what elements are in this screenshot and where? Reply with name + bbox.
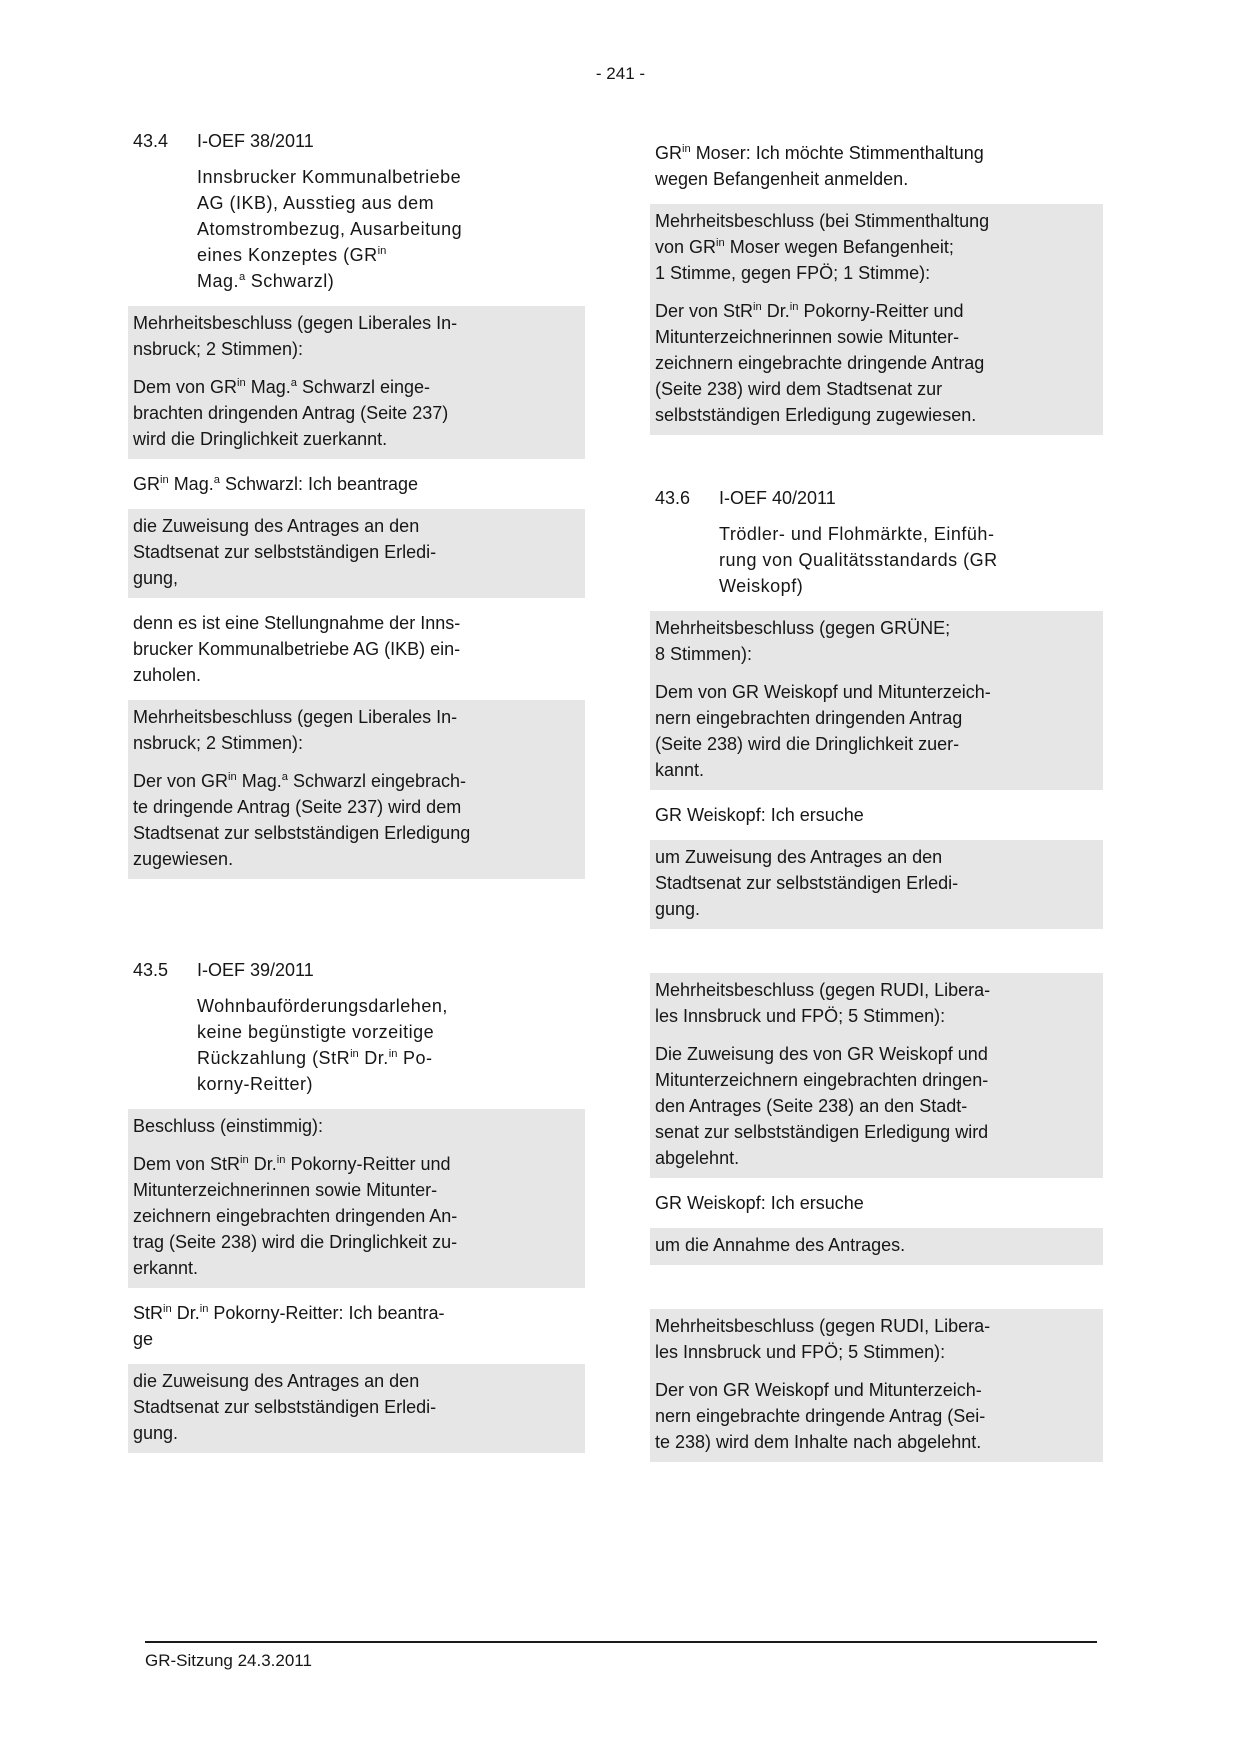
speech-line: $GR^{in}$ Mag.$^a$ Schwarzl: Ich beantrage (133, 474, 419, 494)
section-heading-43-5 (133, 957, 585, 983)
motion-paragraph: um die Annahme des Antrages. (655, 1235, 906, 1255)
decision-paragraph: Der von GR Weiskopf und Mitunterzeich- nern eingebrachte dringende Antrag (Sei- te 238) wird dem Inhalte nach abgelehnt. (655, 1380, 986, 1452)
footer-text: GR-Sitzung 24.3.2011 (145, 1651, 312, 1670)
left-column (133, 128, 585, 1465)
speech-line: GR Weiskopf: Ich ersuche (655, 1193, 864, 1213)
decision-block (650, 1309, 1103, 1462)
page-number: - 241 - (595, 64, 646, 83)
speech-line: StR$^{in}$ Dr.$^{in}$ Pokorny-Reitter: Ich beantra- ge (133, 1303, 445, 1349)
agenda-item-title: Trödler- und Flohmärkte, Einfüh- rung von Qualitätsstandards (GR Weiskopf) (719, 524, 998, 596)
speech-line: $GR^{in}$ Moser: Ich möchte Stimmenthaltung wegen Befangenheit anmelden. (655, 143, 984, 189)
speech-line: GR Weiskopf: Ich ersuche (655, 805, 864, 825)
decision-paragraph: Dem von GR Weiskopf und Mitunterzeich- nern eingebrachten dringenden Antrag (Seite 238) wird die Dringlichkeit zuer- kannt. (655, 682, 991, 780)
decision-block (650, 611, 1103, 790)
decision-block (650, 204, 1103, 435)
decision-paragraph: Der von StR$^{in}$ Dr.$^{in}$ Pokorny-Reitter und Mitunterzeichnerinnen sowie Mitunter- zeichnern eingebrachte dringende Antrag (Seite 238) wird dem Stadtsenat zur selbstständigen Erledigung zugewiesen. (655, 301, 985, 425)
motion-block (650, 1228, 1103, 1265)
section-number: 43.6 (655, 488, 691, 508)
decision-paragraph: Mehrheitsbeschluss (gegen Liberales In- nsbruck; 2 Stimmen): (133, 313, 458, 359)
section-code: I-OEF 40/2011 (719, 488, 836, 508)
agenda-item-title: Innsbrucker Kommunalbetriebe AG (IKB), Ausstieg aus dem Atomstrombezug, Ausarbeitung eines Konzeptes ($GR^{in}$ Mag.$^a$ Schwarzl) (197, 167, 463, 291)
motion-block (128, 509, 585, 598)
section-code: I-OEF 38/2011 (197, 131, 314, 151)
motion-paragraph: die Zuweisung des Antrages an den Stadtsenat zur selbstständigen Erledi- gung. (133, 1371, 437, 1443)
section-heading-43-4 (133, 128, 585, 154)
motion-paragraph: die Zuweisung des Antrages an den Stadtsenat zur selbstständigen Erledi- gung, (133, 516, 437, 588)
decision-paragraph: Dem von StR$^{in}$ Dr.$^{in}$ Pokorny-Reitter und Mitunterzeichnerinnen sowie Mitunter- zeichnern eingebrachten dringenden An- trag (Seite 238) wird die Dringlichkeit zu- erkannt. (133, 1154, 458, 1278)
motion-paragraph: um Zuweisung des Antrages an den Stadtsenat zur selbstständigen Erledi- gung. (655, 847, 959, 919)
decision-block (128, 306, 585, 459)
agenda-item-title: Wohnbauförderungsdarlehen, keine begünstigte vorzeitige Rückzahlung (StR$^{in}$ Dr.$^{in}$ Po- korny-Reitter) (197, 996, 448, 1094)
motion-block (650, 840, 1103, 929)
decision-paragraph: Die Zuweisung des von GR Weiskopf und Mitunterzeichnern eingebrachten dringen- den Antrages (Seite 238) an den Stadt- senat zur selbstständigen Erledigung wird abgelehnt. (655, 1044, 989, 1168)
decision-paragraph: Mehrheitsbeschluss (gegen Liberales In- nsbruck; 2 Stimmen): (133, 707, 458, 753)
decision-paragraph: Der von $GR^{in}$ Mag.$^a$ Schwarzl eingebrach- te dringende Antrag (Seite 237) wird dem Stadtsenat zur selbstständigen Erledigung zugewiesen. (133, 771, 471, 869)
decision-paragraph: Mehrheitsbeschluss (gegen RUDI, Libera- les Innsbruck und FPÖ; 5 Stimmen): (655, 980, 991, 1026)
decision-paragraph: Beschluss (einstimmig): (133, 1116, 324, 1136)
decision-block (128, 700, 585, 879)
page-content (133, 128, 1103, 1474)
right-column (655, 128, 1103, 1474)
speech-line: denn es ist eine Stellungnahme der Inns- brucker Kommunalbetriebe AG (IKB) ein- zuholen. (133, 613, 461, 685)
decision-block (650, 973, 1103, 1178)
page-footer (145, 1641, 1097, 1673)
decision-paragraph: Mehrheitsbeschluss (gegen GRÜNE; 8 Stimmen): (655, 618, 951, 664)
section-code: I-OEF 39/2011 (197, 960, 314, 980)
decision-block (128, 1109, 585, 1288)
section-heading-43-6 (655, 485, 1103, 511)
section-number: 43.4 (133, 131, 169, 151)
decision-paragraph: Dem von $GR^{in}$ Mag.$^a$ Schwarzl einge- brachten dringenden Antrag (Seite 237) wird die Dringlichkeit zuerkannt. (133, 377, 449, 449)
decision-paragraph: Mehrheitsbeschluss (bei Stimmenthaltung von $GR^{in}$ Moser wegen Befangenheit; 1 Stimme, gegen FPÖ; 1 Stimme): (655, 211, 990, 283)
decision-paragraph: Mehrheitsbeschluss (gegen RUDI, Libera- les Innsbruck und FPÖ; 5 Stimmen): (655, 1316, 991, 1362)
section-number: 43.5 (133, 960, 169, 980)
motion-block (128, 1364, 585, 1453)
